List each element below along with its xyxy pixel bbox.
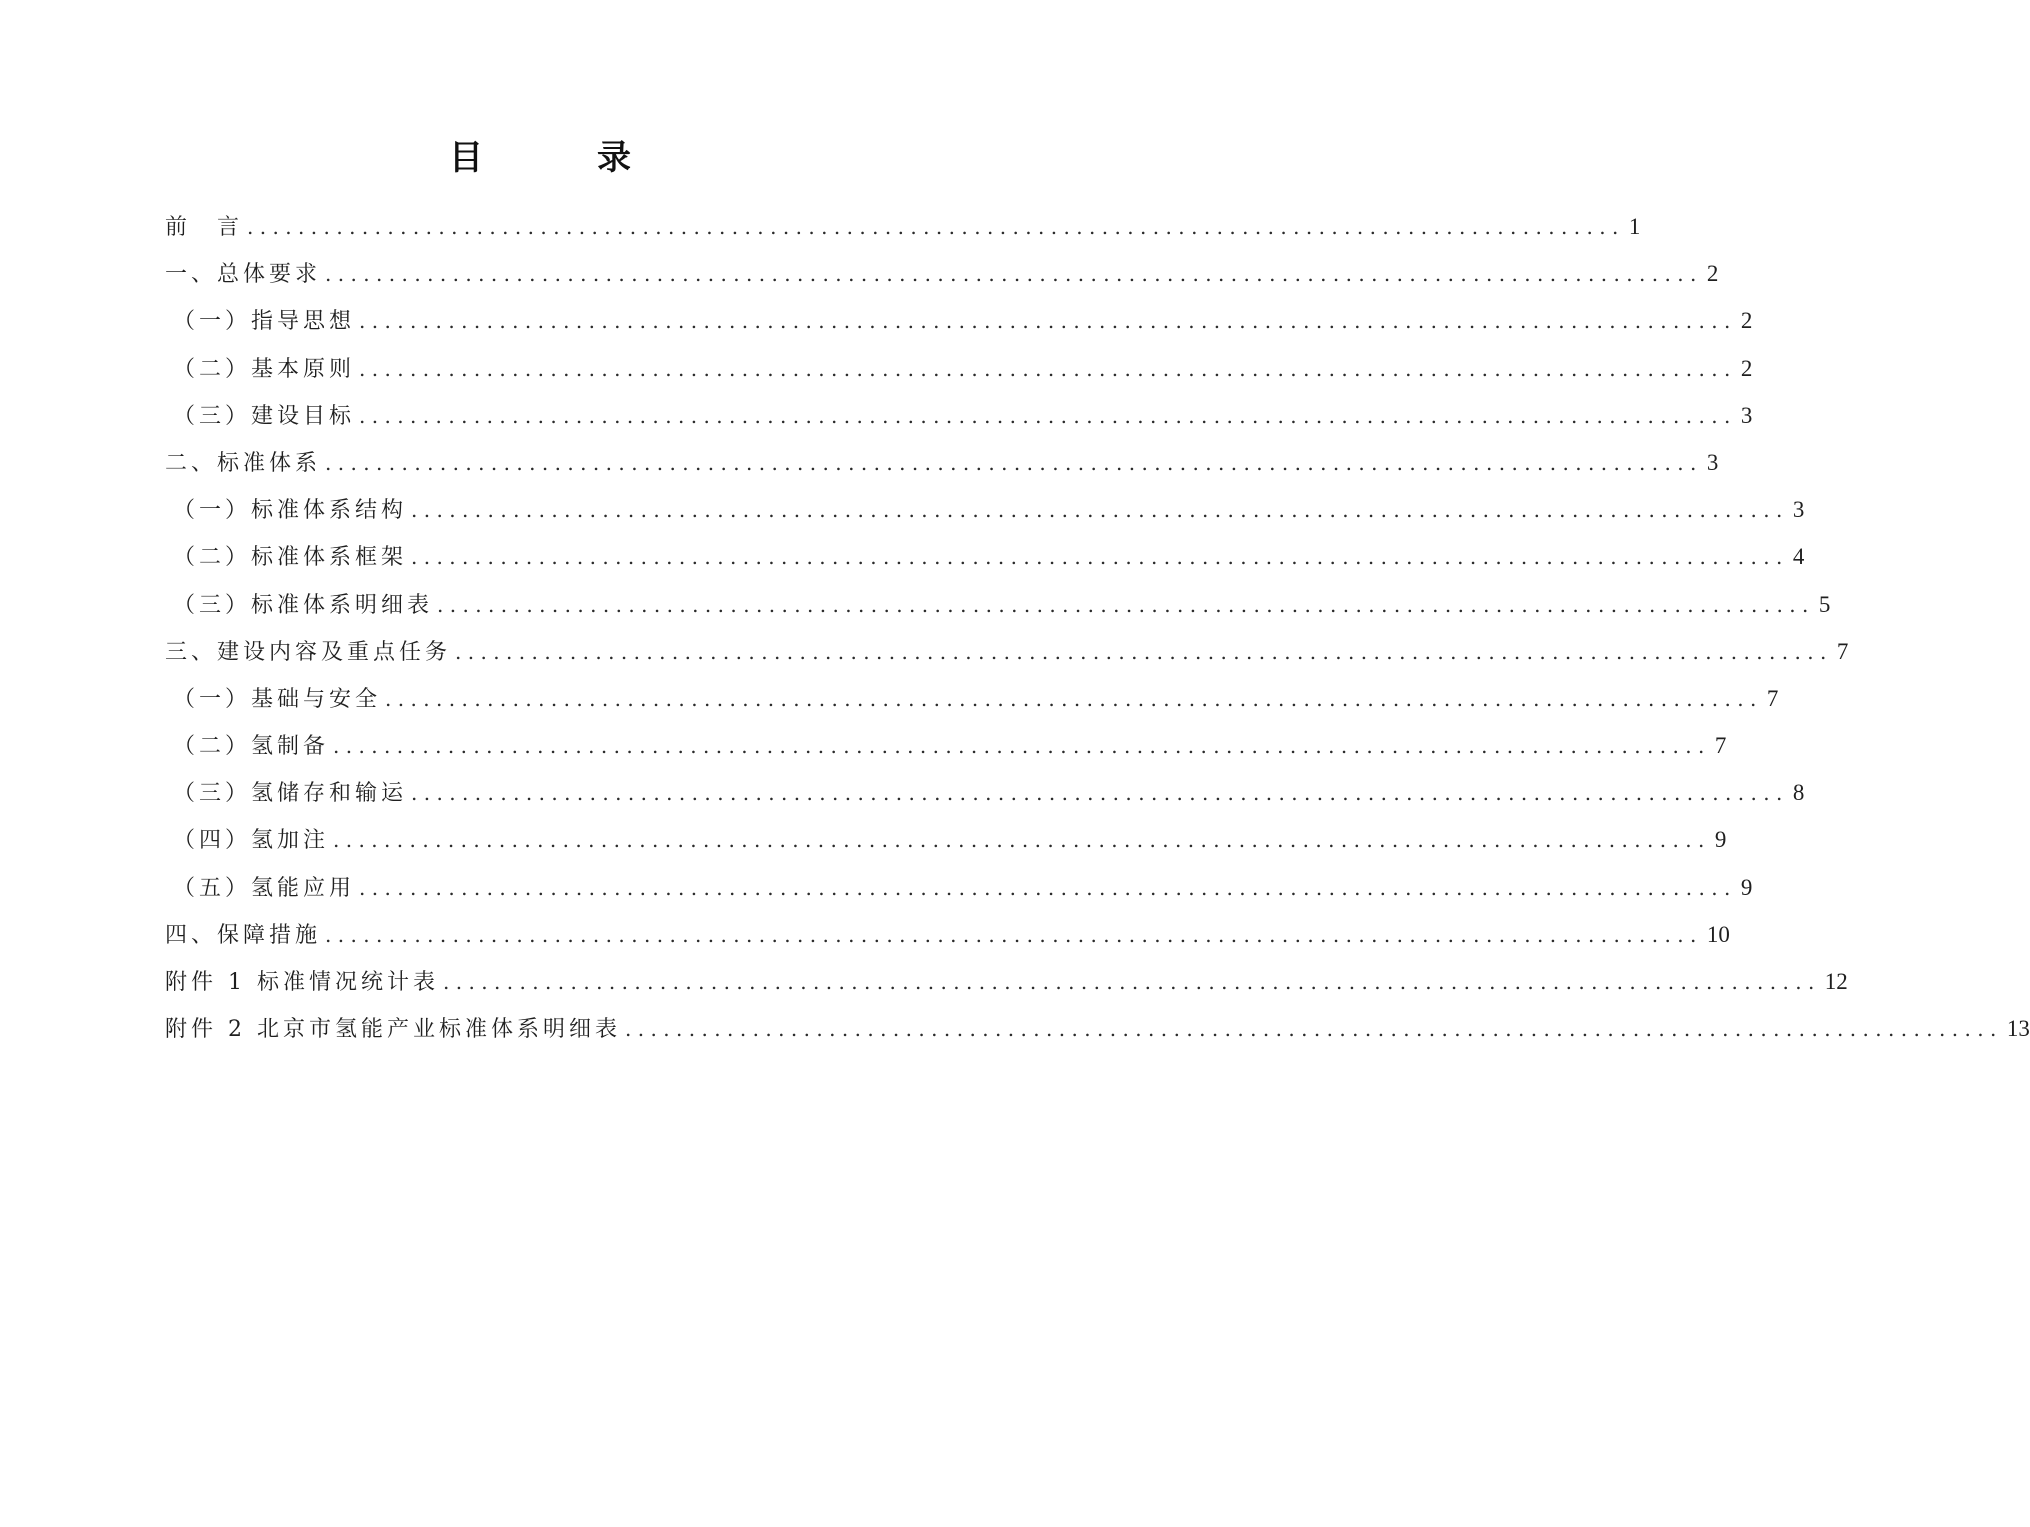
toc-entry-page: 7 <box>1714 733 1727 759</box>
toc-leader-dots: ............................................................................................................ <box>325 450 1703 475</box>
toc-entry-label: 三、建设内容及重点任务 <box>165 639 452 665</box>
toc-entry-label: （三）氢储存和输运 <box>173 781 408 807</box>
toc-entry[interactable] <box>165 769 1805 816</box>
toc-entry[interactable] <box>165 628 1849 675</box>
toc-entry-page: 13 <box>2006 1016 2030 1042</box>
toc-entry-label: （二）氢制备 <box>173 734 330 760</box>
toc-entry-page: 8 <box>1792 780 1805 806</box>
table-of-contents <box>165 203 2030 1052</box>
toc-entry-label: 一、总体要求 <box>165 262 322 288</box>
toc-entry-label: （三）标准体系明细表 <box>173 592 434 618</box>
toc-leader-dots: ............................................................................................................ <box>359 875 1737 900</box>
toc-entry-label: （一）标准体系结构 <box>173 498 408 524</box>
toc-entry[interactable] <box>165 816 1727 863</box>
toc-entry-label: 二、标准体系 <box>165 450 322 476</box>
toc-entry-label: （二）基本原则 <box>173 356 356 382</box>
toc-entry[interactable] <box>165 392 1753 439</box>
toc-entry[interactable] <box>165 958 1848 1005</box>
toc-entry[interactable] <box>165 1005 2030 1052</box>
toc-entry[interactable] <box>165 439 1719 486</box>
toc-entry-page: 5 <box>1818 591 1831 617</box>
toc-leader-dots: ............................................................................................................ <box>359 309 1737 334</box>
toc-leader-dots: ............................................................................................................ <box>359 403 1737 428</box>
toc-leader-dots: ............................................................................................................ <box>333 828 1711 853</box>
toc-entry-page: 7 <box>1766 685 1779 711</box>
toc-entry-page: 2 <box>1740 355 1753 381</box>
toc-entry-label: （四）氢加注 <box>173 828 330 854</box>
toc-leader-dots: ............................................................................................................ <box>625 1017 2003 1042</box>
toc-leader-dots: ............................................................................................................ <box>359 356 1737 381</box>
toc-entry-page: 3 <box>1792 497 1805 523</box>
toc-entry-label: 附件 2 北京市氢能产业标准体系明细表 <box>165 1017 621 1043</box>
toc-entry-label: 附件 1 标准情况统计表 <box>165 970 439 995</box>
toc-leader-dots: ............................................................................................................ <box>442 970 1821 994</box>
toc-entry[interactable] <box>165 722 1727 769</box>
toc-leader-dots: ............................................................................................................ <box>455 639 1833 664</box>
toc-entry-page: 12 <box>1824 969 1848 994</box>
toc-leader-dots: ............................................................................................................ <box>333 734 1711 759</box>
toc-entry[interactable] <box>165 250 1719 297</box>
toc-entry-page: 1 <box>1628 214 1641 239</box>
toc-entry[interactable] <box>165 533 1805 580</box>
toc-entry-page: 4 <box>1792 544 1805 570</box>
toc-entry[interactable] <box>165 297 1753 344</box>
toc-leader-dots: ............................................................................................................ <box>325 922 1703 947</box>
toc-entry-page: 9 <box>1740 874 1753 900</box>
toc-leader-dots: ............................................................................................................ <box>325 262 1703 287</box>
toc-entry-label: 前 言 <box>165 215 244 240</box>
toc-entry-page: 2 <box>1706 261 1719 287</box>
toc-entry-page: 10 <box>1706 921 1730 947</box>
toc-entry-label: （一）基础与安全 <box>173 686 382 712</box>
toc-entry-label: （三）建设目标 <box>173 403 356 429</box>
toc-entry[interactable] <box>165 203 1641 250</box>
toc-leader-dots: ............................................................................................................ <box>411 545 1789 570</box>
toc-entry-page: 7 <box>1836 638 1849 664</box>
toc-entry[interactable] <box>165 581 1831 628</box>
toc-entry-page: 3 <box>1706 449 1719 475</box>
toc-entry-label: （二）标准体系框架 <box>173 545 408 571</box>
toc-entry-page: 2 <box>1740 308 1753 334</box>
toc-entry-page: 3 <box>1740 402 1753 428</box>
toc-entry[interactable] <box>165 675 1779 722</box>
toc-entry-label: （五）氢能应用 <box>173 875 356 901</box>
toc-entry-label: 四、保障措施 <box>165 922 322 948</box>
toc-leader-dots: ............................................................................................................ <box>385 686 1763 711</box>
toc-leader-dots: ............................................................................................................ <box>411 781 1789 806</box>
toc-title: 目 录 <box>449 138 671 178</box>
toc-entry-label: （一）指导思想 <box>173 309 356 335</box>
toc-entry[interactable] <box>165 864 1753 911</box>
toc-leader-dots: ............................................................................................................ <box>437 592 1815 617</box>
toc-entry-page: 9 <box>1714 827 1727 853</box>
toc-entry[interactable] <box>165 345 1753 392</box>
toc-entry[interactable] <box>165 911 1730 958</box>
toc-entry[interactable] <box>165 486 1805 533</box>
toc-leader-dots: ............................................................................................................ <box>411 498 1789 523</box>
toc-leader-dots: ............................................................................................................ <box>247 215 1625 239</box>
